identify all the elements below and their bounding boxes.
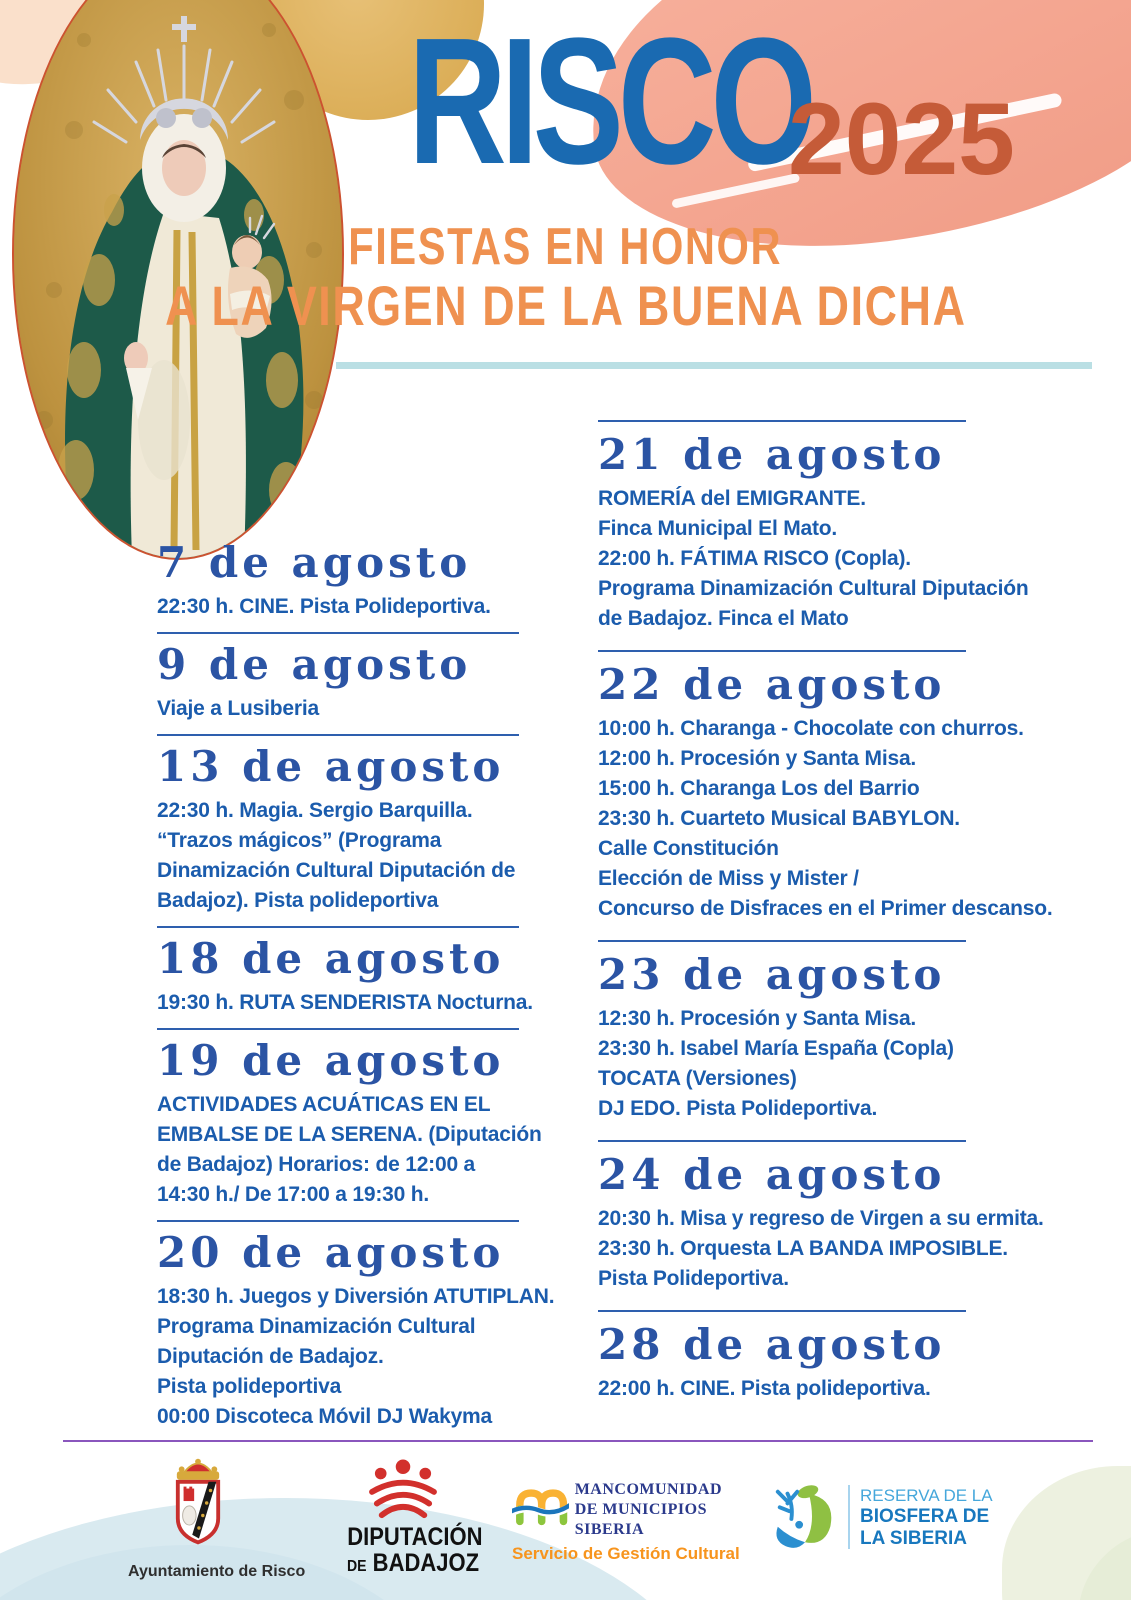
event-line: Finca Municipal El Mato. [598, 517, 838, 540]
ayuntamiento-label: Ayuntamiento de Risco [128, 1563, 306, 1580]
separator-line [157, 734, 519, 736]
logo-diputacion-badajoz [338, 1458, 483, 1580]
diputacion-text-line1: DIPUTACIÓN [347, 1523, 483, 1551]
risco-coat-of-arms-icon [164, 1452, 232, 1552]
event-day-19-agosto [157, 1038, 597, 1222]
logo-mancomunidad-siberia [512, 1472, 740, 1564]
subtitle-line1: FIESTAS EN HONOR [348, 218, 783, 276]
event-day-23-agosto [598, 940, 1118, 1124]
reserva-text-line3: LA SIBERIA [860, 1527, 967, 1549]
event-line: 12:00 h. Procesión y Santa Misa. [598, 747, 917, 770]
poster-subtitle [0, 218, 1131, 336]
event-line: 12:30 h. Procesión y Santa Misa. [598, 1007, 917, 1030]
event-day-24-agosto [598, 1140, 1118, 1294]
diputacion-text-line2: DE BADAJOZ [347, 1549, 480, 1577]
event-line: de Badajoz) Horarios: de 12:00 a [157, 1153, 476, 1176]
event-date: 9 de agosto [157, 640, 472, 689]
event-day-28-agosto [598, 1310, 1118, 1404]
event-day-7-agosto [157, 540, 597, 634]
logo-reserva-biosfera [770, 1482, 993, 1552]
separator-line [157, 926, 519, 928]
logo-ayuntamiento-risco [128, 1452, 306, 1581]
event-line: Diputación de Badajoz. [157, 1345, 384, 1368]
separator-line [598, 1310, 966, 1312]
event-line: 18:30 h. Juegos y Diversión ATUTIPLAN. [157, 1285, 555, 1308]
event-line: 23:30 h. Cuarteto Musical BABYLON. [598, 807, 960, 830]
event-line: ACTIVIDADES ACUÁTICAS EN EL [157, 1093, 491, 1116]
event-line: 00:00 Discoteca Móvil DJ Wakyma [157, 1405, 493, 1428]
event-line: Concurso de Disfraces en el Primer descanso. [598, 897, 1053, 920]
event-date: 28 de agosto [598, 1320, 946, 1369]
separator-line [598, 420, 966, 422]
event-day-20-agosto [157, 1230, 597, 1432]
event-line: 15:00 h. Charanga Los del Barrio [598, 777, 920, 800]
event-line: 14:30 h./ De 17:00 a 19:30 h. [157, 1183, 430, 1206]
event-line: Dinamización Cultural Diputación de [157, 859, 516, 882]
event-line: Pista polideportiva [157, 1375, 342, 1398]
program-column-right [598, 410, 1118, 1420]
event-line: DJ EDO. Pista Polideportiva. [598, 1097, 878, 1120]
mancomunidad-name: MANCOMUNIDAD DE MUNICIPIOS SIBERIA [574, 1481, 722, 1538]
subtitle-line2: A LA VIRGEN DE LA BUENA DICHA [164, 274, 967, 337]
separator-line [157, 1028, 519, 1030]
event-date: 23 de agosto [598, 950, 946, 999]
event-date: 22 de agosto [598, 660, 946, 709]
event-line: Programa Dinamización Cultural [157, 1315, 476, 1338]
mancomunidad-service-label: Servicio de Gestión Cultural [512, 1544, 740, 1563]
event-line: Elección de Miss y Mister / [598, 867, 859, 890]
separator-line [598, 940, 966, 942]
event-line: ROMERÍA del EMIGRANTE. [598, 487, 866, 510]
event-line: Pista Polideportiva. [598, 1267, 789, 1290]
reserva-text-line1: RESERVA DE LA [860, 1485, 993, 1505]
reserva-divider [848, 1485, 850, 1549]
biosfera-deer-icon [770, 1482, 840, 1552]
event-line: EMBALSE DE LA SERENA. (Diputación [157, 1123, 542, 1146]
event-day-9-agosto [157, 642, 597, 736]
event-day-22-agosto [598, 650, 1118, 924]
separator-line [157, 632, 519, 634]
event-line: 22:00 h. FÁTIMA RISCO (Copla). [598, 547, 911, 570]
event-line: TOCATA (Versiones) [598, 1067, 797, 1090]
event-line: 20:30 h. Misa y regreso de Virgen a su ermita. [598, 1207, 1044, 1230]
event-line: 10:00 h. Charanga - Chocolate con churros. [598, 717, 1024, 740]
event-line: 22:30 h. Magia. Sergio Barquilla. [157, 799, 473, 822]
event-line: 22:00 h. CINE. Pista polideportiva. [598, 1377, 931, 1400]
subtitle-underline [336, 362, 1092, 369]
event-date: 19 de agosto [157, 1036, 505, 1085]
program-column-left [157, 540, 597, 1432]
event-line: Programa Dinamización Cultural Diputación [598, 577, 1029, 600]
event-date: 21 de agosto [598, 430, 946, 479]
separator-line [157, 1220, 519, 1222]
event-line: de Badajoz. Finca el Mato [598, 607, 849, 630]
event-day-18-agosto [157, 936, 597, 1030]
separator-line [598, 650, 966, 652]
separator-line [598, 1140, 966, 1142]
event-line: Badajoz). Pista polideportiva [157, 889, 439, 912]
poster-title: RISCO [408, 1, 811, 202]
event-day-13-agosto [157, 744, 597, 928]
event-line: 23:30 h. Isabel María España (Copla) [598, 1037, 954, 1060]
event-date: 20 de agosto [157, 1228, 505, 1277]
poster-year: 2025 [788, 82, 1015, 196]
event-date: 18 de agosto [157, 934, 505, 983]
event-line: “Trazos mágicos” (Programa [157, 829, 442, 852]
event-line: Calle Constitución [598, 837, 779, 860]
event-line: 22:30 h. CINE. Pista Polideportiva. [157, 595, 491, 618]
event-date: 24 de agosto [598, 1150, 946, 1199]
event-day-21-agosto [598, 420, 1118, 634]
footer-divider [63, 1440, 1093, 1442]
event-date: 13 de agosto [157, 742, 505, 791]
event-line: 23:30 h. Orquesta LA BANDA IMPOSIBLE. [598, 1237, 1008, 1260]
event-line: 19:30 h. RUTA SENDERISTA Nocturna. [157, 991, 533, 1014]
mancomunidad-m-icon [512, 1472, 569, 1542]
reserva-text-line2: BIOSFERA DE [860, 1505, 990, 1527]
diputacion-crown-icon [365, 1458, 441, 1520]
event-line: Viaje a Lusiberia [157, 697, 319, 720]
event-date: 7 de agosto [157, 538, 472, 587]
